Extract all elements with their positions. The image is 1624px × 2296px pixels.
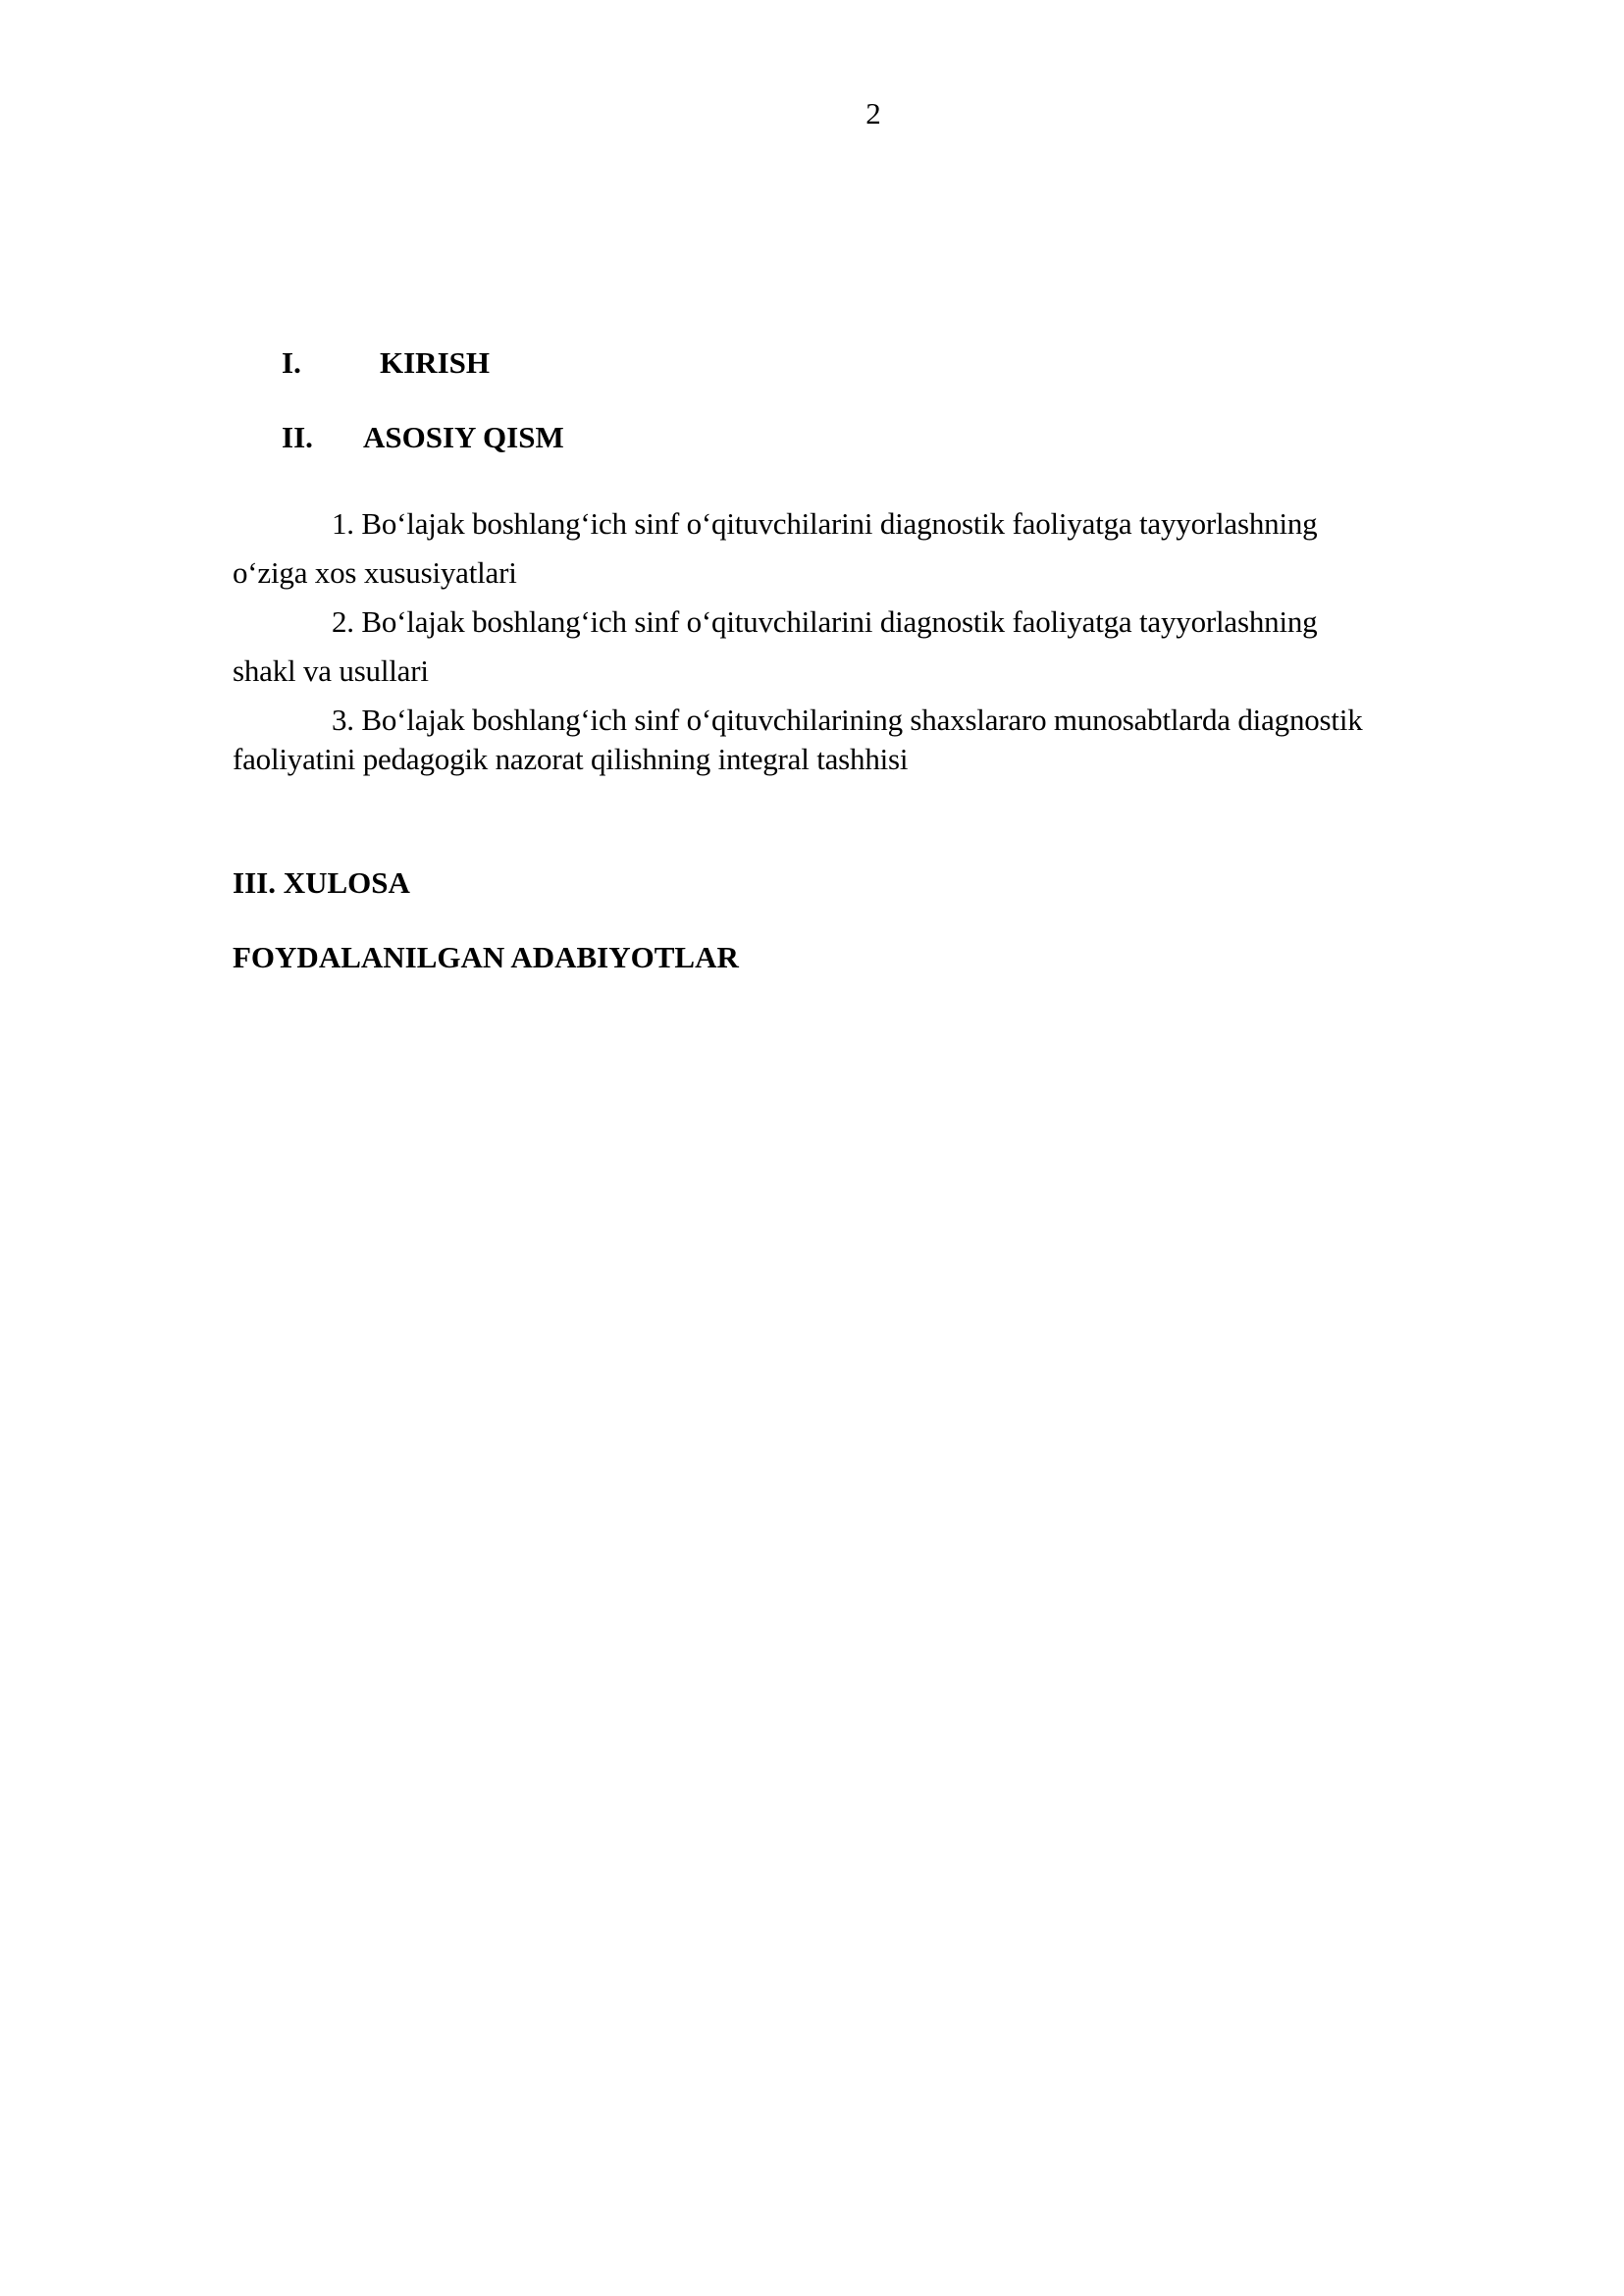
section-intro-title: KIRISH [380,345,490,380]
toc-item-3-line-2: faoliyatini pedagogik nazorat qilishning integral tashhisi [233,742,909,776]
section-intro-numeral: I. [282,345,301,380]
toc-item-3-line-1: 3. Bo‘lajak boshlang‘ich sinf o‘qituvchilarining shaxslararo munosabtlarda diagnostik [332,703,1363,737]
section-references-title: FOYDALANILGAN ADABIYOTLAR [233,940,739,974]
toc-item-1-line-1: 1. Bo‘lajak boshlang‘ich sinf o‘qituvchilarini diagnostik faoliyatga tayyorlashning [332,506,1318,541]
section-main-title: ASOSIY QISM [363,420,564,454]
section-conclusion-title: III. XULOSA [233,865,410,900]
toc-item-2-line-1: 2. Bo‘lajak boshlang‘ich sinf o‘qituvchilarini diagnostik faoliyatga tayyorlashning [332,604,1318,639]
toc-item-2-line-2: shakl va usullari [233,653,429,688]
toc-item-1-line-2: o‘ziga xos xususiyatlari [233,555,517,590]
section-main-numeral: II. [282,420,313,454]
page-number: 2 [865,96,881,130]
